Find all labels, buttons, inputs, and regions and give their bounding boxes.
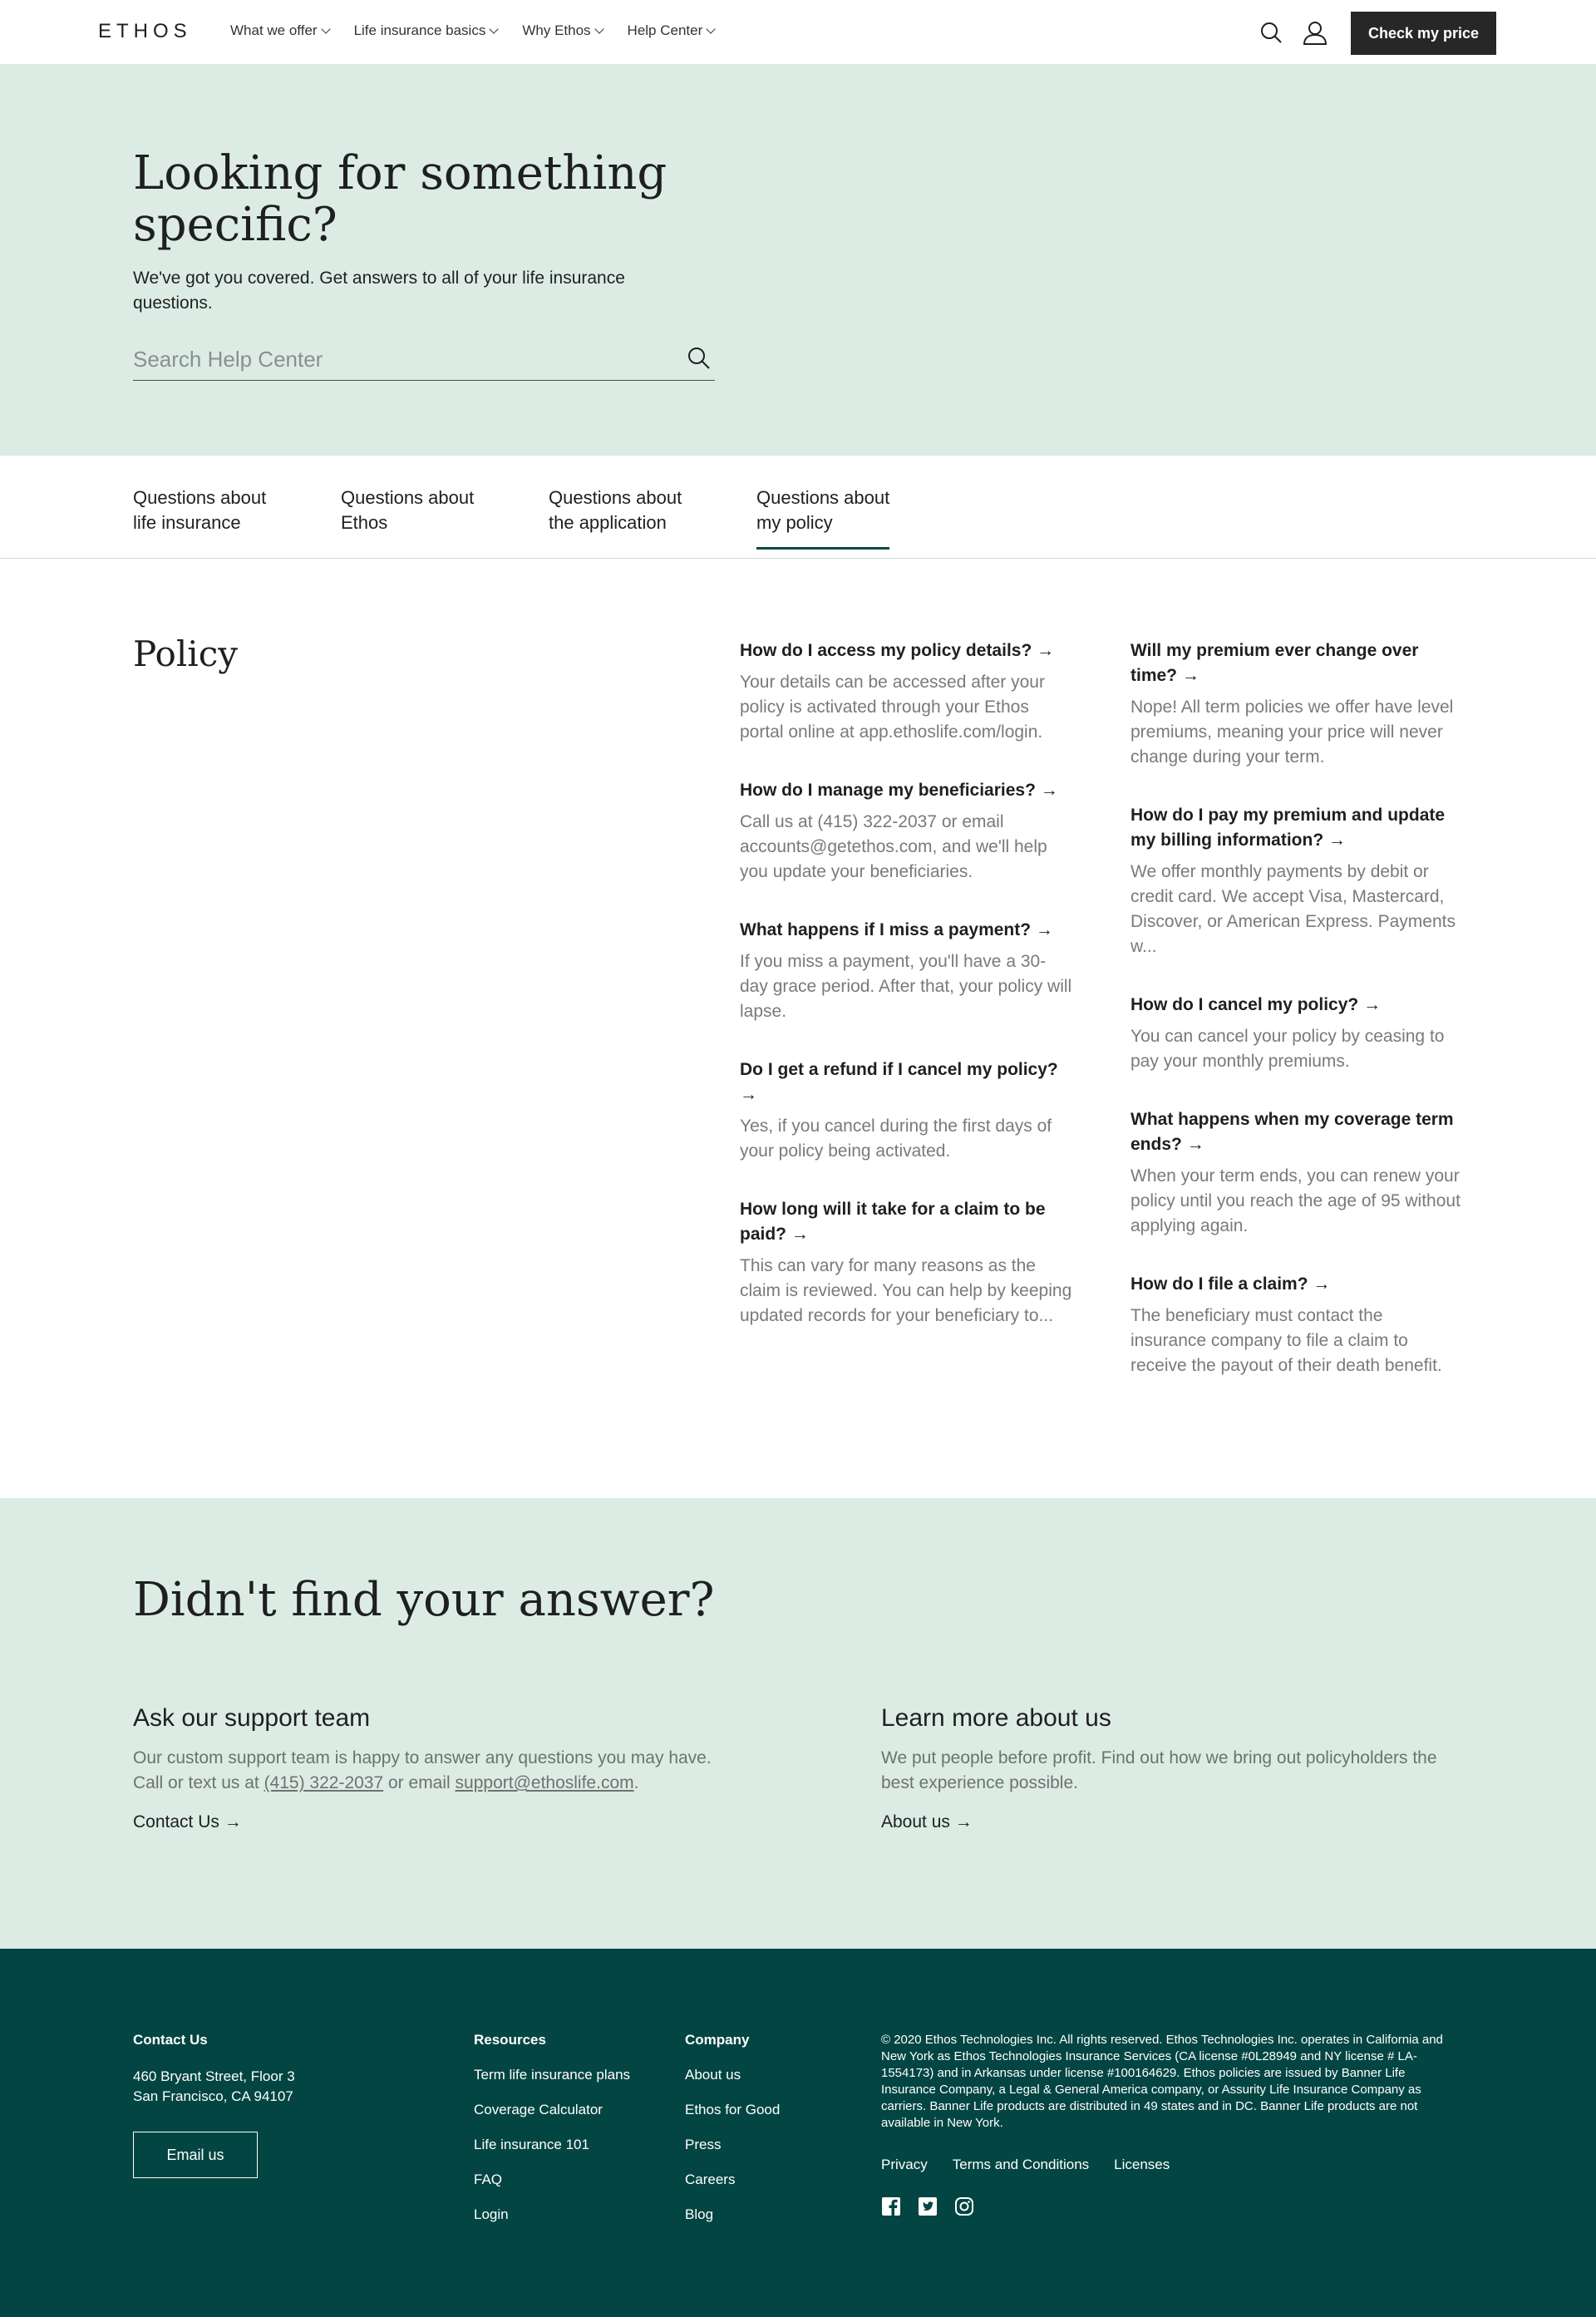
footer-contact [133, 2032, 295, 2178]
social-links [881, 2196, 974, 2216]
legal-text: © 2020 Ethos Technologies Inc. All rights reserved. Ethos Technologies Inc. operates in California and New York as Ethos Technologies Insurance Services (CA license #0L28949 and NY license # LA-1554173) and in Arkansas under license #100164629. Ethos policies are issued by Banner Life Insurance Company, a Legal & General America company, or Assurity Life Insurance Company as carriers. Banner Life products are distributed in 49 states and in DC. Banner Life products are not available in New York. [881, 2033, 1443, 2130]
faq-answer: Yes, if you cancel during the first days of your policy being activated. [740, 1117, 1052, 1161]
faq-question-link[interactable]: How do I pay my premium and update my billing information? → [1130, 806, 1446, 850]
footer-link[interactable]: About us [685, 2067, 741, 2083]
chevron-down-icon [707, 24, 716, 33]
hero-subtitle: We've got you covered. Get answers to all of your life insurance questions. [133, 269, 625, 313]
help-section [0, 1498, 1596, 1949]
arrow-right-icon: → [1328, 831, 1347, 850]
search-input[interactable] [133, 339, 665, 379]
about-us-link[interactable]: About us → [881, 1812, 973, 1831]
footer-link[interactable]: Press [685, 2137, 722, 2152]
arrow-right-icon: → [1181, 666, 1199, 685]
faq-answer: We offer monthly payments by debit or credit card. We accept Visa, Mastercard, Discover, or American Express. Payments w... [1130, 862, 1456, 956]
faq-item [740, 918, 1072, 1024]
faq-answer: The beneficiary must contact the insurance company to file a claim to receive the payout of their death benefit. [1130, 1306, 1442, 1375]
chevron-down-icon [490, 24, 499, 33]
top-nav [0, 0, 1596, 65]
about-block [881, 1704, 1463, 1832]
faq-question-link[interactable]: How do I cancel my policy? → [1130, 995, 1382, 1014]
faq-item [1130, 803, 1463, 959]
faq-answer: Nope! All term policies we offer have level premiums, meaning your price will never change during your term. [1130, 698, 1454, 767]
footer-link[interactable]: FAQ [474, 2172, 503, 2187]
email-us-button[interactable]: Email us [133, 2132, 258, 2178]
nav-life-insurance-basics[interactable] [354, 22, 498, 39]
faq-item [1130, 993, 1463, 1074]
faq-question-link[interactable]: How do I manage my beneficiaries? → [740, 781, 1058, 800]
legal-links [881, 2157, 1170, 2173]
search-icon[interactable] [687, 346, 712, 371]
faq-question-link[interactable]: Will my premium ever change over time? → [1130, 641, 1419, 685]
faq-answer: When your term ends, you can renew your policy until you reach the age of 95 without applying again. [1130, 1166, 1461, 1235]
faq-question-link[interactable]: What happens when my coverage term ends? → [1130, 1110, 1454, 1154]
footer [0, 1949, 1596, 2317]
chevron-down-icon [594, 24, 603, 33]
faq-answer: Your details can be accessed after your policy is activated through your Ethos portal online at app.ethoslife.com/login. [740, 673, 1045, 742]
footer-heading: Company [685, 2032, 750, 2048]
arrow-right-icon: → [1037, 641, 1055, 660]
section-title: Policy [133, 633, 238, 674]
arrow-right-icon: → [740, 1085, 757, 1104]
footer-link[interactable]: Blog [685, 2206, 714, 2222]
faq-item [740, 778, 1072, 885]
nav-links [230, 22, 714, 39]
faq-item [740, 638, 1072, 745]
contact-us-link[interactable]: Contact Us → [133, 1812, 242, 1831]
hero-title: Looking for something specific? [133, 146, 667, 252]
faq-item [740, 1197, 1072, 1329]
hero-section [0, 65, 1596, 456]
tab-ethos[interactable]: Questions about Ethos [341, 487, 475, 533]
twitter-icon[interactable] [918, 2196, 938, 2216]
terms-link[interactable]: Terms and Conditions [952, 2157, 1090, 2172]
facebook-icon[interactable] [881, 2196, 901, 2216]
footer-link[interactable]: Life insurance 101 [474, 2137, 589, 2152]
nav-link-label: Why Ethos [522, 22, 591, 38]
help-search [133, 339, 715, 381]
faq-answer: If you miss a payment, you'll have a 30-day grace period. After that, your policy will lapse. [740, 952, 1072, 1021]
faq-column-right [1130, 638, 1463, 1412]
nav-link-label: Life insurance basics [353, 22, 486, 38]
instagram-icon[interactable] [954, 2196, 974, 2216]
footer-link[interactable]: Coverage Calculator [474, 2102, 603, 2117]
arrow-right-icon: → [1035, 920, 1053, 939]
support-phone-link[interactable]: (415) 322-2037 [264, 1773, 384, 1792]
nav-link-label: What we offer [230, 22, 318, 38]
nav-link-label: Help Center [627, 22, 703, 38]
footer-link[interactable]: Careers [685, 2172, 736, 2187]
faq-question-link[interactable]: How long will it take for a claim to be paid? → [740, 1200, 1046, 1244]
ethos-logo[interactable]: ETHOS [98, 20, 192, 42]
footer-link[interactable]: Ethos for Good [685, 2102, 781, 2117]
faq-question-link[interactable]: How do I file a claim? → [1130, 1274, 1331, 1294]
about-text: We put people before profit. Find out how we bring out policyholders the best experience possible. [881, 1748, 1437, 1792]
faq-question-link[interactable]: How do I access my policy details? → [740, 641, 1055, 660]
nav-help-center[interactable] [628, 22, 715, 39]
support-title: Ask our support team [133, 1704, 371, 1732]
faq-answer: You can cancel your policy by ceasing to pay your monthly premiums. [1130, 1027, 1445, 1071]
nav-what-we-offer[interactable] [230, 22, 329, 39]
faq-item [1130, 638, 1463, 770]
user-icon[interactable] [1303, 20, 1328, 45]
privacy-link[interactable]: Privacy [881, 2157, 928, 2172]
help-title: Didn't find your answer? [133, 1573, 715, 1627]
arrow-right-icon: → [1040, 781, 1058, 800]
nav-why-ethos[interactable] [522, 22, 602, 39]
tab-application[interactable]: Questions about the application [549, 487, 682, 533]
faq-answer: Call us at (415) 322-2037 or email accounts@getethos.com, and we'll help you update your beneficiaries. [740, 812, 1047, 881]
chevron-down-icon [321, 24, 330, 33]
faq-answer: This can vary for many reasons as the claim is reviewed. You can help by keeping updated records for your beneficiary to... [740, 1256, 1072, 1325]
arrow-right-icon: → [1186, 1135, 1204, 1154]
footer-link[interactable]: Term life insurance plans [474, 2067, 631, 2083]
footer-company [685, 2032, 780, 2241]
footer-heading: Resources [474, 2032, 546, 2048]
faq-item [1130, 1107, 1463, 1239]
licenses-link[interactable]: Licenses [1114, 2157, 1170, 2172]
tab-life-insurance[interactable]: Questions about life insurance [133, 487, 267, 533]
faq-column-left [740, 638, 1072, 1362]
faq-question-link[interactable]: Do I get a refund if I cancel my policy? → [740, 1060, 1058, 1104]
footer-resources [474, 2032, 630, 2241]
about-title: Learn more about us [881, 1704, 1111, 1732]
footer-link[interactable]: Login [474, 2206, 509, 2222]
tab-my-policy[interactable]: Questions about my policy [756, 486, 889, 550]
search-icon[interactable] [1259, 21, 1283, 44]
faq-item [740, 1057, 1072, 1164]
faq-question-link[interactable]: What happens if I miss a payment? → [740, 920, 1053, 939]
support-text: Our custom support team is happy to answer any questions you may have. Call or text us at (415) 322-2037 or email support@ethoslife.com. [133, 1748, 712, 1792]
faq-item [1130, 1272, 1463, 1378]
support-block [133, 1704, 715, 1832]
category-tabs [0, 456, 1596, 559]
check-my-price-button[interactable]: Check my price [1351, 12, 1496, 55]
arrow-right-icon: → [1313, 1274, 1331, 1294]
footer-heading: Contact Us [133, 2032, 208, 2048]
footer-address: 460 Bryant Street, Floor 3 San Francisco, CA 94107 [133, 2068, 295, 2104]
support-email-link[interactable]: support@ethoslife.com [455, 1773, 634, 1792]
arrow-right-icon: → [791, 1225, 809, 1244]
arrow-right-icon: → [1363, 995, 1382, 1014]
